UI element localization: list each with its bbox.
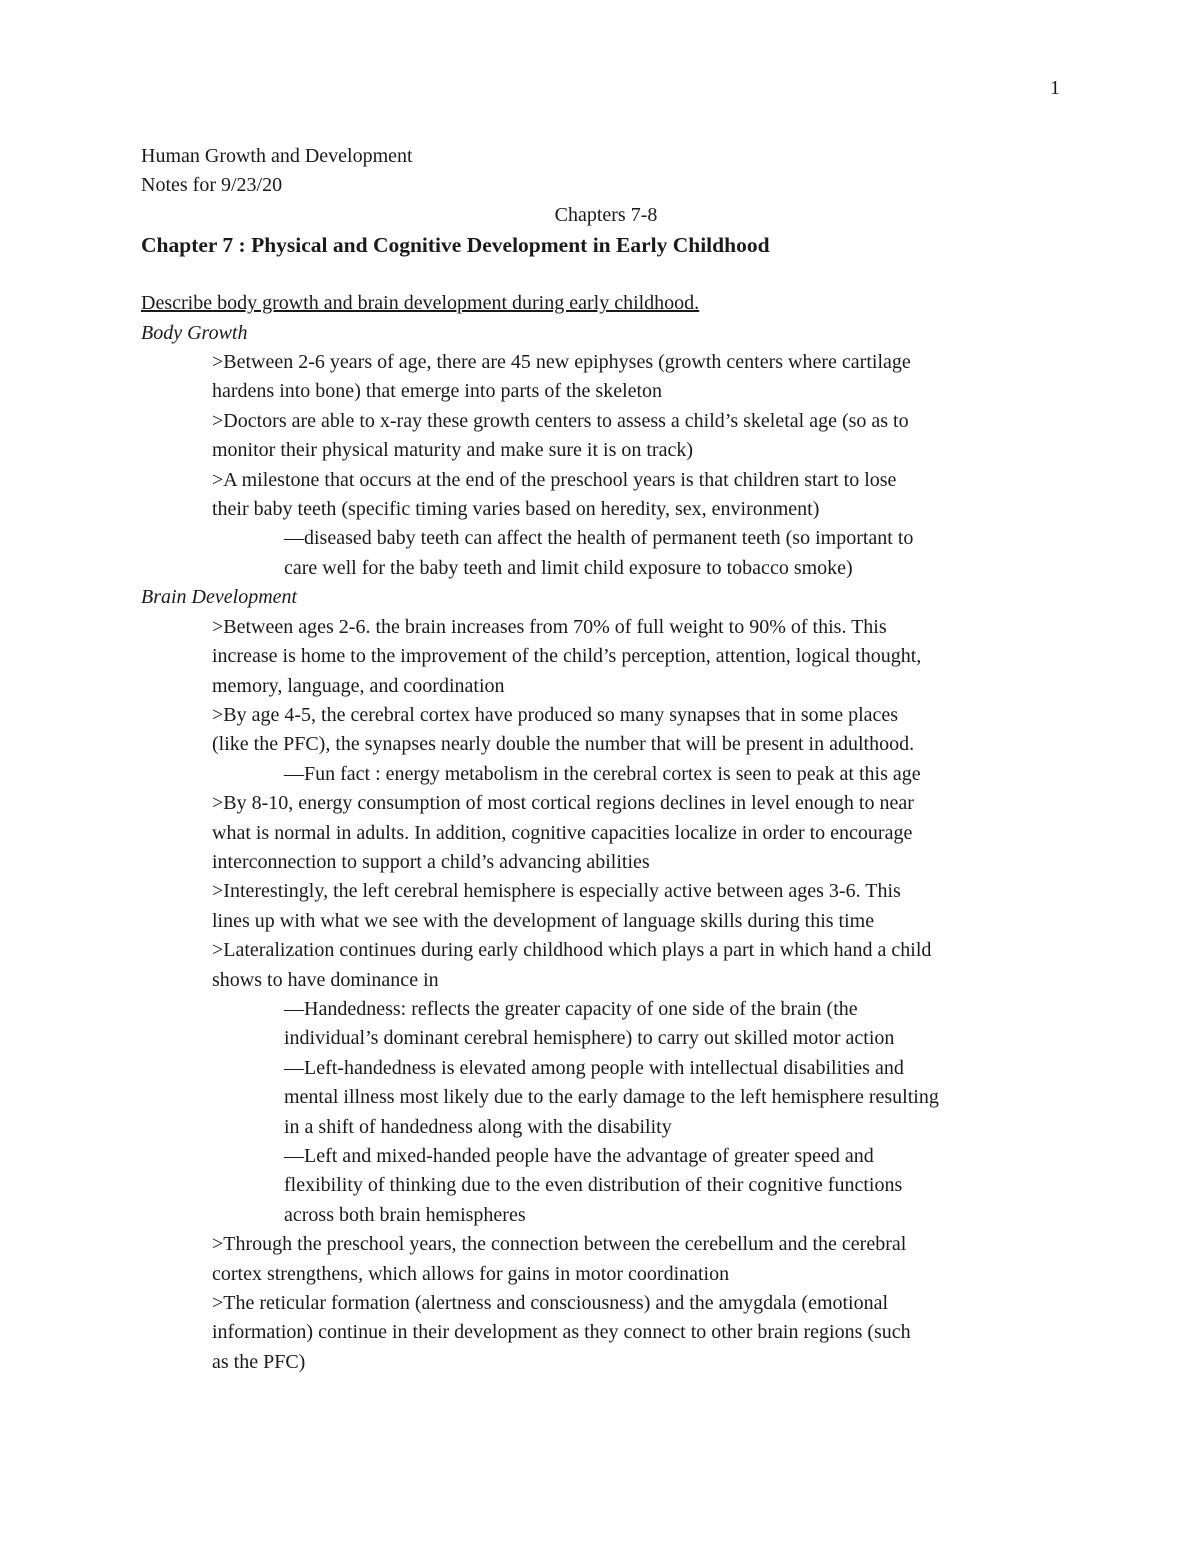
note-line: what is normal in adults. In addition, cognitive capacities localize in order to encourage (212, 821, 913, 844)
notes-date: Notes for 9/23/20 (141, 174, 283, 197)
notes-section (141, 583, 1071, 1377)
section-subheading: Brain Development (141, 586, 298, 609)
sub-note-line: —Left and mixed-handed people have the advantage of greater speed and (284, 1145, 874, 1167)
section-subheading: Body Growth (141, 321, 248, 344)
sub-note-line: in a shift of handedness along with the disability (284, 1115, 672, 1138)
sub-note-line: —Left-handedness is elevated among people with intellectual disabilities and (284, 1056, 904, 1079)
sub-note-line: —Handedness: reflects the greater capacity of one side of the brain (the (284, 997, 858, 1020)
note-line: information) continue in their development as they connect to other brain regions (such (212, 1321, 911, 1344)
chapters-label: Chapters 7-8 (554, 203, 658, 226)
note-line: as the PFC) (212, 1350, 306, 1373)
document-body (141, 142, 1071, 1377)
sub-note-line: —diseased baby teeth can affect the health of permanent teeth (so important to (284, 527, 914, 550)
note-line: >Lateralization continues during early childhood which plays a part in which hand a child (212, 939, 932, 962)
note-line: >Interestingly, the left cerebral hemisphere is especially active between ages 3-6. This (212, 880, 901, 903)
note-line: their baby teeth (specific timing varies based on heredity, sex, environment) (212, 498, 820, 521)
notes-section (141, 319, 1071, 584)
note-line: (like the PFC), the synapses nearly double the number that will be present in adulthood. (212, 733, 915, 756)
sub-note-line: flexibility of thinking due to the even distribution of their cognitive functions (284, 1174, 903, 1197)
notes-sections (141, 319, 1071, 1378)
sub-note-line: care well for the baby teeth and limit child exposure to tobacco smoke) (284, 556, 853, 579)
note-line: lines up with what we see with the development of language skills during this time (212, 909, 875, 932)
note-line: >Through the preschool years, the connection between the cerebellum and the cerebral (212, 1233, 907, 1256)
sub-note-line: across both brain hemispheres (284, 1203, 526, 1226)
note-line: shows to have dominance in (212, 968, 439, 991)
note-line: >By 8-10, energy consumption of most cortical regions declines in level enough to near (212, 792, 914, 815)
sub-note-line: —Fun fact : energy metabolism in the cerebral cortex is seen to peak at this age (284, 762, 921, 785)
note-line: increase is home to the improvement of the child’s perception, attention, logical thought, (212, 645, 922, 668)
course-title: Human Growth and Development (141, 145, 413, 167)
note-line: >Between 2-6 years of age, there are 45 new epiphyses (growth centers where cartilage (212, 351, 911, 374)
chapter-heading: Chapter 7 : Physical and Cognitive Development in Early Childhood (141, 233, 770, 258)
note-line: >Between ages 2-6. the brain increases from 70% of full weight to 90% of this. This (212, 615, 887, 638)
note-line: cortex strengthens, which allows for gains in motor coordination (212, 1262, 730, 1285)
page-number: 1 (1050, 77, 1060, 99)
sub-note-line: mental illness most likely due to the early damage to the left hemisphere resulting (284, 1086, 939, 1109)
note-line: monitor their physical maturity and make sure it is on track) (212, 439, 693, 462)
note-line: interconnection to support a child’s advancing abilities (212, 850, 650, 873)
sub-note-line: individual’s dominant cerebral hemisphere) to carry out skilled motor action (284, 1027, 895, 1050)
note-line: memory, language, and coordination (212, 674, 505, 697)
note-line: >By age 4-5, the cerebral cortex have produced so many synapses that in some places (212, 703, 899, 726)
note-line: >Doctors are able to x-ray these growth centers to assess a child’s skeletal age (so as to (212, 409, 909, 432)
note-line: >The reticular formation (alertness and consciousness) and the amygdala (emotional (212, 1292, 889, 1315)
note-line: hardens into bone) that emerge into parts of the skeleton (212, 380, 663, 403)
learning-objective: Describe body growth and brain development during early childhood. (141, 292, 700, 315)
note-line: >A milestone that occurs at the end of the preschool years is that children start to lose (212, 468, 897, 491)
